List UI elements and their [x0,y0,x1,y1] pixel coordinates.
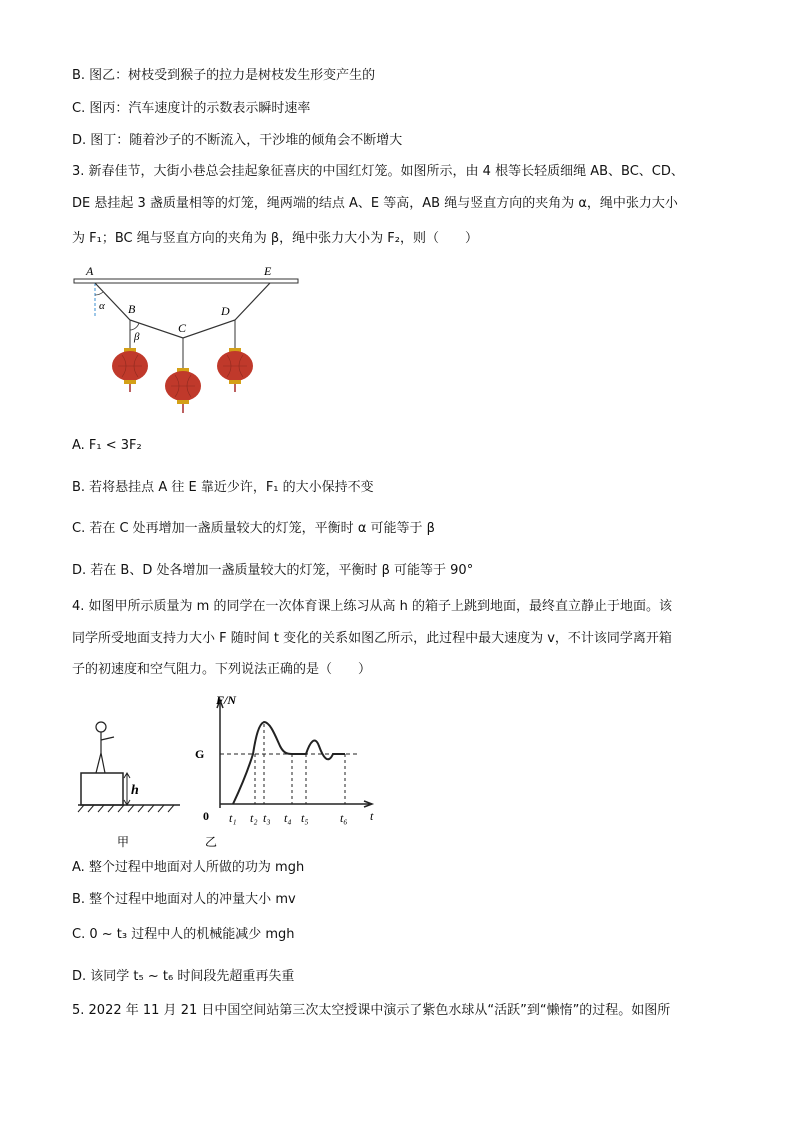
q4-stem-line1: 4. 如图甲所示质量为 m 的同学在一次体育课上练习从高 h 的箱子上跳到地面，最终直立静止于地面。该 [72,599,672,614]
q3-stem-line3: 为 F₁；BC 绳与竖直方向的夹角为 β，绳中张力大小为 F₂，则（ ） [72,231,478,246]
label-h: h [131,783,139,798]
label-a: A [86,264,94,278]
label-jia: 甲 [117,835,130,849]
origin-label: 0 [203,809,209,823]
label-c: C [178,321,187,335]
tick-t6: t₆ [340,811,348,825]
label-alpha: α [99,300,105,312]
q2-option-c: C. 图丙：汽车速度计的示数表示瞬时速率 [72,101,311,116]
q4-option-b: B. 整个过程中地面对人的冲量大小 mv [72,892,296,907]
lantern-d [217,348,253,392]
lantern-b [112,348,148,392]
box [81,773,123,805]
x-axis-label: t [370,809,374,823]
lantern-figure [66,260,306,420]
person-head [96,722,106,732]
tick-t1: t₁ [229,811,237,825]
q4-option-c: C. 0 ~ t₃ 过程中人的机械能减少 mgh [72,927,295,942]
lantern-c [165,368,201,413]
label-beta: β [134,331,140,343]
tick-t2: t₂ [250,811,258,825]
q3-option-d: D. 若在 B、D 处各增加一盏质量较大的灯笼，平衡时 β 可能等于 90° [72,563,474,578]
y-axis-label: F/N [216,693,237,707]
label-yi: 乙 [205,835,218,849]
q3-option-c: C. 若在 C 处再增加一盏质量较大的灯笼，平衡时 α 可能等于 β [72,521,435,536]
g-label: G [195,747,205,761]
q2-option-b: B. 图乙：树枝受到猴子的拉力是树枝发生形变产生的 [72,68,376,83]
q4-option-d: D. 该同学 t₅ ~ t₆ 时间段先超重再失重 [72,969,295,984]
alpha-arc [95,292,103,295]
beta-arc [130,323,139,330]
q4-stem-line3: 子的初速度和空气阻力。下列说法正确的是（ ） [72,662,372,677]
figure-yi [195,693,374,849]
label-d: D [221,304,230,318]
q3-stem-line1: 3. 新春佳节，大街小巷总会挂起象征喜庆的中国红灯笼。如图所示，由 4 根等长轻质细绳 AB、BC、CD、 [72,164,684,179]
jump-figure [70,690,390,855]
q3-option-a: A. F₁ < 3F₂ [72,438,142,453]
tick-t4: t₄ [284,811,292,825]
q3-stem-line2: DE 悬挂起 3 盏质量相等的灯笼，绳两端的结点 A、E 等高，AB 绳与竖直方向的夹角为 α，绳中张力大小 [72,196,678,211]
tick-t5: t₅ [301,811,309,825]
q3-option-b: B. 若将悬挂点 A 往 E 靠近少许，F₁ 的大小保持不变 [72,480,374,495]
q4-option-a: A. 整个过程中地面对人所做的功为 mgh [72,860,305,875]
figure-jia [78,722,180,849]
tick-t3: t₃ [263,811,271,825]
q5-stem-line1: 5. 2022 年 11 月 21 日中国空间站第三次太空授课中演示了紫色水球从“活跃”到“懒惰”的过程。如图所 [72,1003,671,1018]
label-e: E [264,264,272,278]
ceiling-bar [74,279,298,283]
label-b: B [128,302,136,316]
q4-stem-line2: 同学所受地面支持力大小 F 随时间 t 变化的关系如图乙所示，此过程中最大速度为 v，不计该同学离开箱 [72,631,672,646]
force-curve [233,722,345,804]
q2-option-d: D. 图丁：随着沙子的不断流入，干沙堆的倾角会不断增大 [72,133,403,148]
